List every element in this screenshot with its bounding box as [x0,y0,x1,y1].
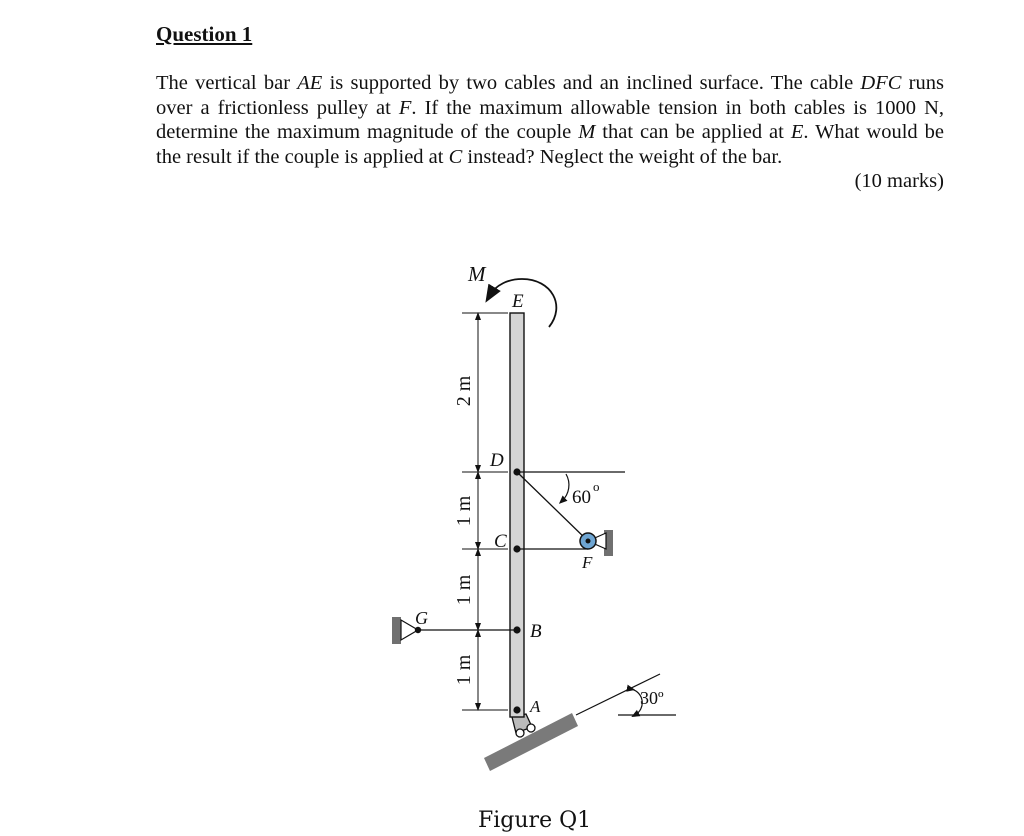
dimension-ba: 1 m [453,654,475,686]
dimension-cb: 1 m [453,574,475,606]
marks-label: (10 marks) [854,170,944,192]
point-a [513,706,520,713]
dimension-dc: 1 m [453,495,475,527]
symbol-text: C [448,145,463,168]
angle-label-60: 60 [572,487,591,508]
body-text: is supported by two cables and an inclined surface. The cable [322,72,861,94]
label-b: B [530,621,542,642]
label-f: F [582,553,593,572]
body-text: instead? Neglect the weight of the bar. [462,145,783,168]
bar-ae [510,313,524,717]
point-c [513,545,520,552]
angle-label-30: 30º [640,688,664,708]
point-b [513,626,520,633]
body-text: . If the maximum allowable tension in both cables is 1000 N, determine the maximum magnitude of the couple [156,96,944,143]
angle-arc-60 [562,474,569,501]
body-text: that can be applied at [595,121,791,143]
symbol-text: E [790,121,804,143]
angle-label-60-degree: o [593,479,600,494]
label-a: A [530,697,541,716]
body-text: runs over a frictionless pulley at [156,72,944,119]
symbol-text: M [578,121,596,143]
point-d [513,468,520,475]
symbol-text: DFC [860,72,902,94]
label-g: G [415,608,428,628]
body-text: The vertical bar [156,72,298,94]
symbol-text: AE [297,72,323,94]
label-m: M [468,262,486,286]
question-title: Question 1 [156,22,253,46]
label-e: E [512,291,524,312]
inclined-surface [484,713,578,771]
body-text: . What would be the result if the couple is applied at [156,121,945,168]
label-c: C [494,531,507,552]
symbol-text: F [398,96,412,119]
dimension-ed: 2 m [453,375,475,407]
label-d: D [490,450,504,471]
figure-caption: Figure Q1 [478,808,592,833]
